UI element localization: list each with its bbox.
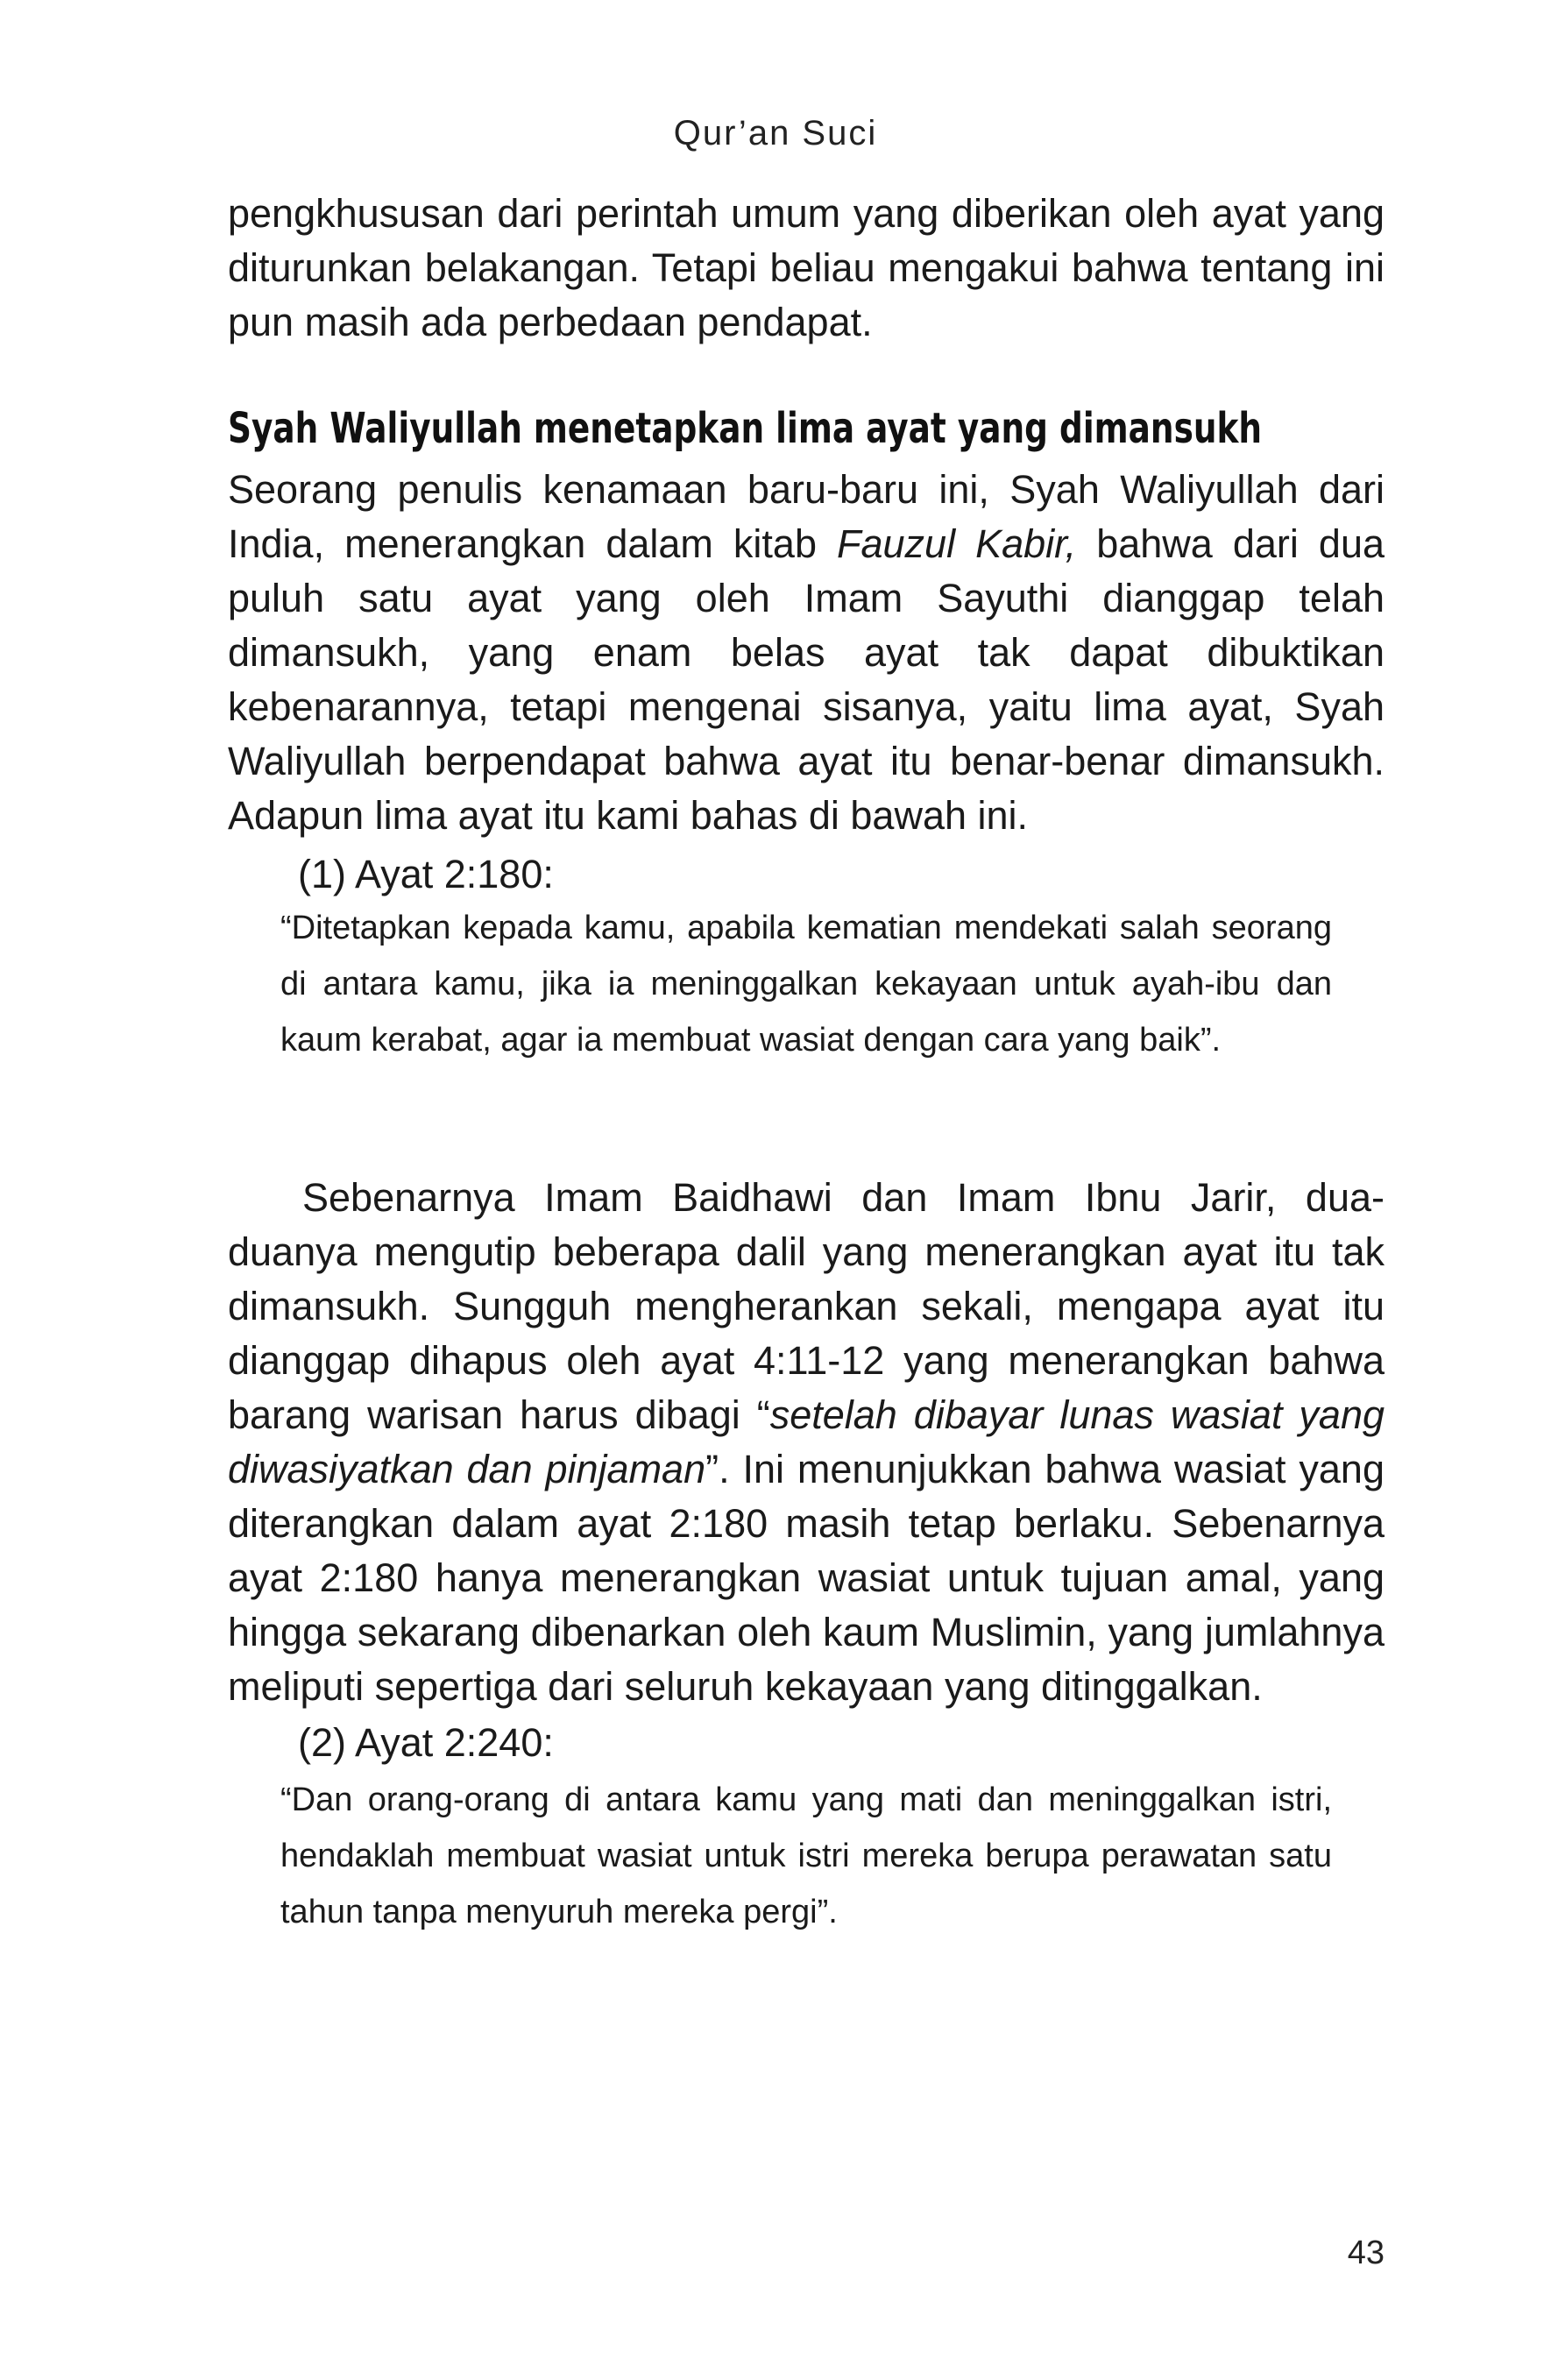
paragraph-intro: pengkhususan dari perintah umum yang diberikan oleh ayat yang diturunkan belakangan. Tetapi beliau mengakui bahwa tentang ini pun masih ada perbedaan pendapat.: [228, 191, 1385, 344]
book-title: Fauzul Kabir,: [837, 521, 1077, 566]
paragraph-text: bahwa dari dua puluh satu ayat yang oleh Imam Sayuthi dianggap telah dimansukh, yang enam belas ayat tak dapat dibuktikan kebenarannya, tetapi mengenai sisanya, yaitu lima ayat, Syah Waliyullah berpendapat bahwa ayat itu benar-benar dimansukh. Adapun lima ayat itu kami bahas di bawah ini.: [228, 521, 1385, 838]
verse-quote-1: “Ditetapkan kepada kamu, apabila kematian mendekati salah seorang di antara kamu, jika ia meninggalkan kekayaan untuk ayah-ibu dan kaum kerabat, agar ia membuat wasiat dengan cara yang baik”.: [280, 910, 1332, 1059]
verse-label-1: (1) Ayat 2:180:: [298, 852, 554, 896]
quoted-italic: setelah dibayar lunas wasiat yang diwasiyatkan dan pinjaman: [228, 1392, 1385, 1491]
paragraph-commentary: [228, 1171, 1385, 1714]
verse-quote-2: “Dan orang-orang di antara kamu yang mati dan meninggalkan istri, hendaklah membuat wasiat untuk istri mereka berupa perawatan satu tahun tanpa menyuruh mereka pergi”.: [280, 1781, 1332, 1930]
paragraph-syah-waliyullah: [228, 463, 1385, 843]
paragraph-text: ”. Ini menunjukkan bahwa wasiat yang diterangkan dalam ayat 2:180 masih tetap berlaku. Sebenarnya ayat 2:180 hanya menerangkan wasiat untuk tujuan amal, yang hingga sekarang dibenarkan oleh kaum Muslimin, yang jumlahnya meliputi sepertiga dari seluruh kekayaan yang ditinggalkan.: [228, 1447, 1385, 1709]
page-number: 43: [1347, 2235, 1385, 2271]
paragraph-text: Seorang penulis kenamaan baru-baru ini, Syah Waliyullah dari India, menerangkan dalam kitab: [228, 467, 1385, 566]
paragraph-text: Sebenarnya Imam Baidhawi dan Imam Ibnu Jarir, dua-duanya mengutip beberapa dalil yang menerangkan ayat itu tak dimansukh. Sungguh mengherankan sekali, mengapa ayat itu dianggap dihapus oleh ayat 4:11-12 yang menerangkan bahwa barang warisan harus dibagi “: [228, 1175, 1385, 1437]
section-heading: Syah Waliyullah menetapkan lima ayat yang dimansukh: [228, 404, 1263, 453]
verse-label-2: (2) Ayat 2:240:: [298, 1720, 554, 1765]
running-head: Qur’an Suci: [673, 114, 878, 152]
